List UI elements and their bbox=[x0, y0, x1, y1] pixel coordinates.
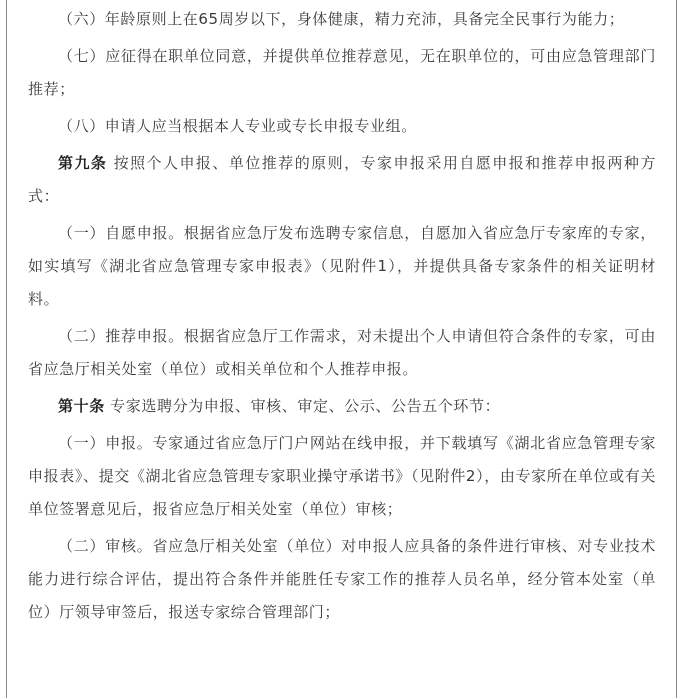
paragraph-text: （七）应征得在职单位同意，并提供单位推荐意见，无在职单位的，可由应急管理部门推荐； bbox=[28, 47, 656, 98]
paragraph-text: （八）申请人应当根据本人专业或专长申报专业组。 bbox=[58, 117, 417, 135]
paragraph-item-7 bbox=[28, 40, 656, 106]
article-9 bbox=[28, 147, 656, 213]
article-heading: 第九条 bbox=[58, 154, 108, 172]
paragraph-text: （二）审核。省应急厅相关处室（单位）对申报人应具备的条件进行审核、对专业技术能力进行综合评估，提出符合条件并能胜任专家工作的推荐人员名单，经分管本处室（单位）厅领导审签后，报送专家综合管理部门； bbox=[28, 537, 656, 621]
article-heading: 第十条 bbox=[58, 397, 105, 415]
paragraph-text: （一）自愿申报。根据省应急厅发布选聘专家信息，自愿加入省应急厅专家库的专家，如实填写《湖北省应急管理专家申报表》（见附件1），并提供具备专家条件的相关证明材料。 bbox=[28, 224, 656, 308]
article-10 bbox=[28, 390, 656, 423]
paragraph-text: （二）推荐申报。根据省应急厅工作需求，对未提出个人申请但符合条件的专家，可由省应急厅相关处室（单位）或相关单位和个人推荐申报。 bbox=[28, 327, 656, 378]
paragraph-text: 按照个人申报、单位推荐的原则，专家申报采用自愿申报和推荐申报两种方式： bbox=[28, 154, 656, 205]
document-body bbox=[28, 0, 656, 629]
paragraph-text: 专家选聘分为申报、审核、审定、公示、公告五个环节： bbox=[104, 397, 501, 415]
paragraph-recommended-application bbox=[28, 320, 656, 386]
paragraph-self-application bbox=[28, 217, 656, 316]
paragraph-text: （一）申报。专家通过省应急厅门户网站在线申报，并下载填写《湖北省应急管理专家申报表》、提交《湖北省应急管理专家职业操守承诺书》（见附件2），由专家所在单位或有关单位签署意见后，报省应急厅相关处室（单位）审核； bbox=[28, 434, 656, 518]
paragraph-item-6 bbox=[28, 3, 656, 36]
paragraph-text: （六）年龄原则上在65周岁以下，身体健康，精力充沛，具备完全民事行为能力； bbox=[58, 10, 625, 28]
paragraph-item-8 bbox=[28, 110, 656, 143]
paragraph-application-step bbox=[28, 427, 656, 526]
paragraph-review-step bbox=[28, 530, 656, 629]
